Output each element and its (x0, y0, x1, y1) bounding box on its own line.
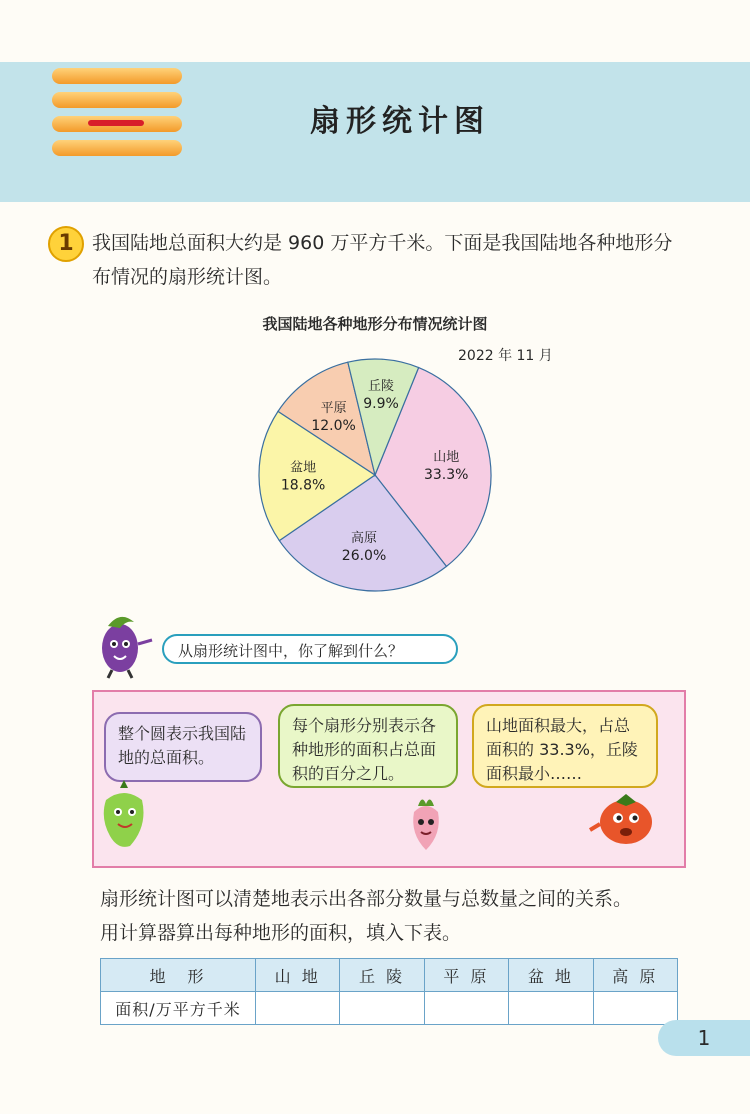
table-header-cell: 地 形 (101, 959, 256, 992)
pie-chart (250, 355, 500, 595)
eggplant-character-icon (90, 600, 160, 680)
summary-text (100, 882, 700, 950)
table-answer-cell[interactable] (256, 992, 340, 1025)
chart-title: 我国陆地各种地形分布情况统计图 (262, 315, 488, 333)
table-header-cell: 高 原 (593, 959, 677, 992)
slice-value-label: 9.9% (363, 396, 399, 413)
unit-title: 扇形统计图 (310, 104, 490, 139)
area-table (100, 958, 678, 1025)
slice-name-label: 平原 (320, 401, 347, 417)
thought-bubble: 山地面积最大，占总面积的 33.3%，丘陵面积最小…… (472, 704, 658, 788)
table-header-cell: 平 原 (424, 959, 508, 992)
slice-name-label: 山地 (433, 450, 460, 466)
table-answer-cell[interactable] (340, 992, 424, 1025)
table-row (101, 992, 678, 1025)
slice-value-label: 12.0% (311, 418, 356, 435)
slice-name-label: 丘陵 (368, 379, 395, 395)
slice-value-label: 26.0% (341, 548, 387, 565)
slice-value-label: 33.3% (423, 467, 469, 484)
page-number: 1 (658, 1020, 750, 1056)
tomato-character-icon (586, 790, 662, 852)
table-answer-cell[interactable] (593, 992, 677, 1025)
slice-name-label: 高原 (351, 531, 378, 547)
thought-bubble: 整个圆表示我国陆地的总面积。 (104, 712, 262, 782)
radish-character-icon (400, 794, 450, 854)
slice-value-label: 18.8% (280, 477, 326, 494)
summary-line: 扇形统计图可以清楚地表示出各部分数量与总数量之间的关系。 (100, 888, 633, 910)
table-header-cell: 丘 陵 (340, 959, 424, 992)
thought-bubble: 每个扇形分别表示各种地形的面积占总面积的百分之几。 (278, 704, 458, 788)
table-answer-cell[interactable] (509, 992, 593, 1025)
prompt-bubble: 从扇形统计图中，你了解到什么？ (162, 634, 458, 664)
question-intro: 我国陆地总面积大约是 960 万平方千米。下面是我国陆地各种地形分布情况的扇形统计图。 (92, 232, 673, 288)
stripe (52, 92, 182, 108)
table-header-cell: 盆 地 (509, 959, 593, 992)
table-row-label: 面积/万平方千米 (101, 992, 256, 1025)
question-number-badge: 1 (48, 226, 84, 262)
table-header-row (101, 959, 678, 992)
table-answer-cell[interactable] (424, 992, 508, 1025)
chapter-stripes (52, 68, 182, 158)
table-header-cell: 山 地 (256, 959, 340, 992)
slice-name-label: 盆地 (290, 460, 317, 476)
stripe (52, 140, 182, 156)
pepper-character-icon (94, 780, 154, 854)
chart-date: 2022 年 11 月 (458, 348, 553, 364)
chapter-number-mark (88, 120, 144, 126)
summary-line: 用计算器算出每种地形的面积，填入下表。 (100, 922, 462, 944)
stripe (52, 68, 182, 84)
